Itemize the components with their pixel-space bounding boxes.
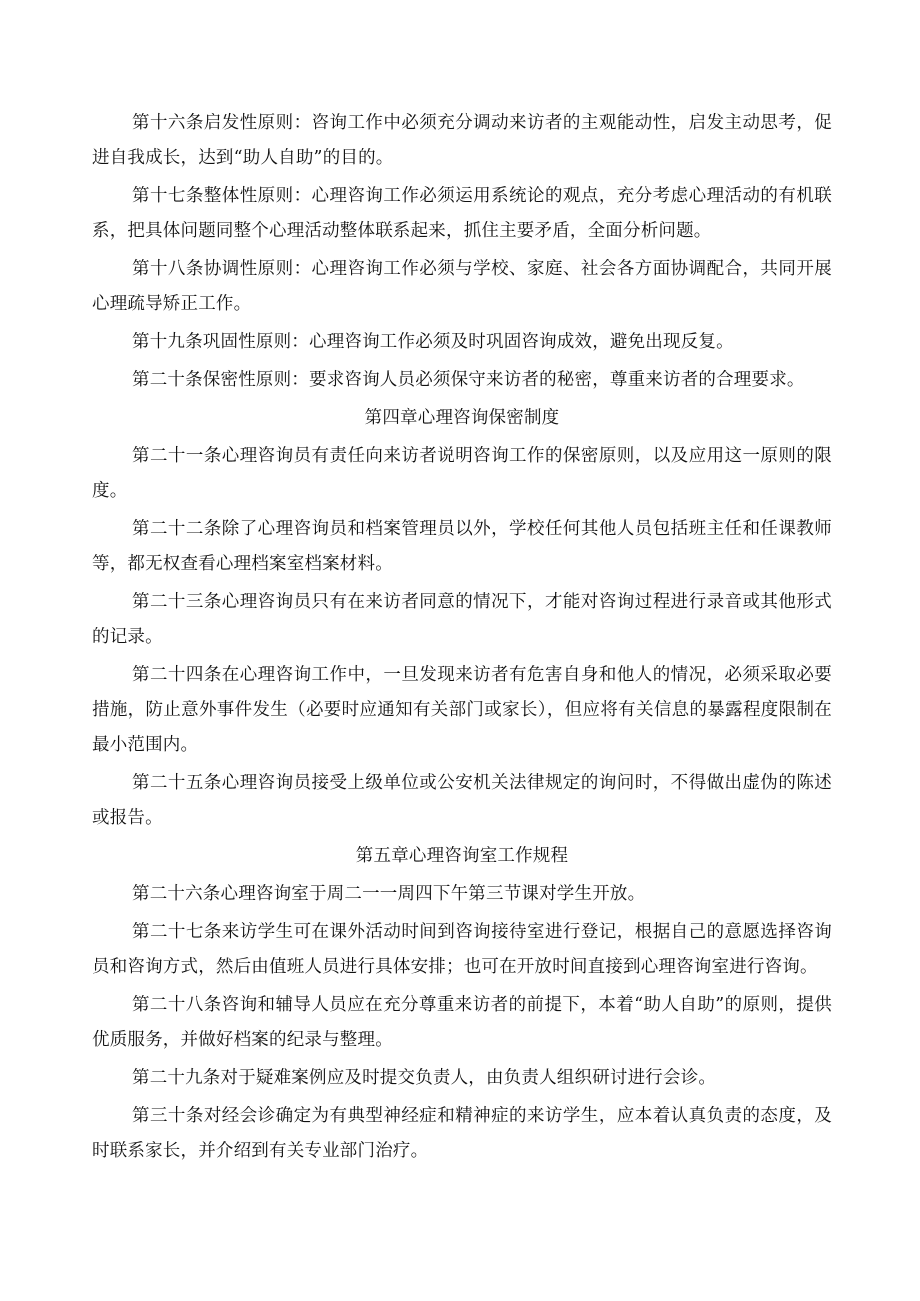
article-18: 第十八条协调性原则：心理咨询工作必须与学校、家庭、社会各方面协调配合，共同开展心理疏导矫正工作。 — [92, 259, 832, 314]
article-28: 第二十八条咨询和辅导人员应在充分尊重来访者的前提下，本着“助人自助”的原则，提供优质服务，并做好档案的纪录与整理。 — [92, 995, 832, 1050]
article-30: 第三十条对经会诊确定为有典型神经症和精神症的来访学生，应本着认真负责的态度，及时联系家长，并介绍到有关专业部门治疗。 — [92, 1106, 832, 1161]
chapter-5-heading: 第五章心理咨询室工作规程 — [355, 846, 569, 866]
article-23: 第二十三条心理咨询员只有在来访者同意的情况下，才能对咨询过程进行录音或其他形式的记录。 — [92, 592, 832, 647]
article-17: 第十七条整体性原则：心理咨询工作必须运用系统论的观点，充分考虑心理活动的有机联系，把具体问题同整个心理活动整体联系起来，抓住主要矛盾，全面分析问题。 — [92, 186, 832, 241]
article-19: 第十九条巩固性原则：心理咨询工作必须及时巩固咨询成效，避免出现反复。 — [132, 332, 734, 352]
article-27: 第二十七条来访学生可在课外活动时间到咨询接待室进行登记，根据自己的意愿选择咨询员和咨询方式，然后由值班人员进行具体安排；也可在开放时间直接到心理咨询室进行咨询。 — [92, 922, 832, 977]
article-22: 第二十二条除了心理咨询员和档案管理员以外，学校任何其他人员包括班主任和任课教师等，都无权查看心理档案室档案材料。 — [92, 519, 832, 574]
article-24: 第二十四条在心理咨询工作中，一旦发现来访者有危害自身和他人的情况，必须采取必要措施，防止意外事件发生（必要时应通知有关部门或家长），但应将有关信息的暴露程度限制在最小范围内。 — [92, 665, 832, 755]
article-25: 第二十五条心理咨询员接受上级单位或公安机关法律规定的询问时，不得做出虚伪的陈述或报告。 — [92, 773, 832, 828]
chapter-4-heading: 第四章心理咨询保密制度 — [364, 408, 560, 428]
article-26: 第二十六条心理咨询室于周二一一周四下午第三节课对学生开放。 — [132, 884, 646, 904]
document-body — [92, 106, 832, 1172]
article-21: 第二十一条心理咨询员有责任向来访者说明咨询工作的保密原则，以及应用这一原则的限度。 — [92, 446, 832, 501]
article-29: 第二十九条对于疑难案例应及时提交负责人，由负责人组织研讨进行会诊。 — [132, 1068, 717, 1088]
article-20: 第二十条保密性原则：要求咨询人员必须保守来访者的秘密，尊重来访者的合理要求。 — [132, 370, 805, 390]
article-16: 第十六条启发性原则：咨询工作中必须充分调动来访者的主观能动性，启发主动思考，促进自我成长，达到“助人自助”的目的。 — [92, 113, 832, 168]
